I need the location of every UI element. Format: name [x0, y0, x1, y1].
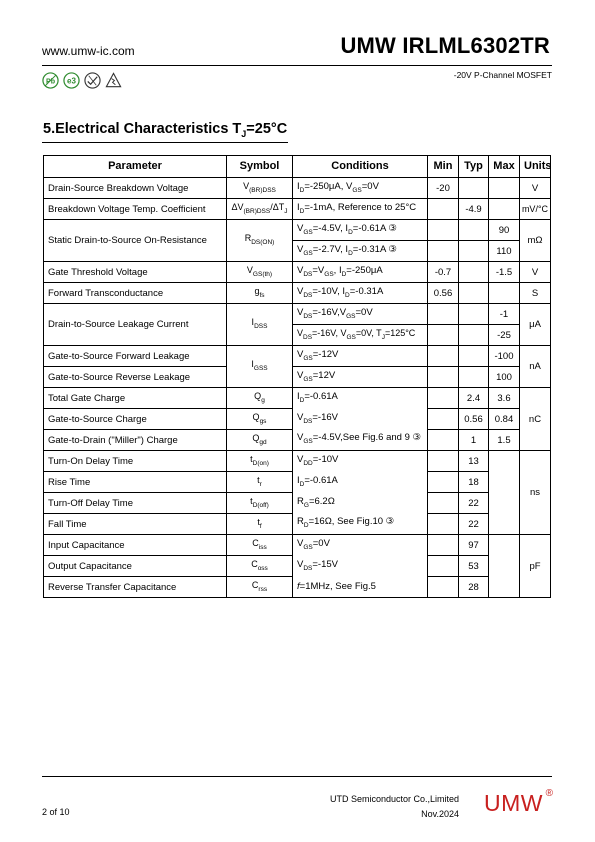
conditions-cell: $V_{DD}=-10V$: [293, 451, 428, 472]
conditions-cell: $R_G=6.2\Omega$: [293, 493, 428, 514]
parameter-cell: Fall Time: [44, 514, 227, 535]
parameter-cell: Gate-to-Source Reverse Leakage: [44, 367, 227, 388]
typ-cell: 53: [459, 556, 489, 577]
table-row: [44, 535, 551, 556]
table-row: [44, 199, 551, 220]
website-url[interactable]: www.umw-ic.com: [42, 44, 135, 58]
typ-cell: [459, 178, 489, 199]
typ-cell: [459, 367, 489, 388]
device-subtitle: -20V P-Channel MOSFET: [453, 70, 552, 80]
max-cell: [489, 577, 520, 598]
typ-cell: 18: [459, 472, 489, 493]
min-cell: -0.7: [428, 262, 459, 283]
typ-cell: [459, 304, 489, 325]
symbol-cell: $t_r$: [227, 472, 293, 493]
section-title: 5.Electrical Characteristics $T_J=25^\circ C$: [43, 121, 288, 139]
max-cell: 110: [489, 241, 520, 262]
parameter-cell: Forward Transconductance: [44, 283, 227, 304]
min-cell: -20: [428, 178, 459, 199]
conditions-cell: $V_{GS}=-4.5V,See$ Fig.6 and 9 ③: [293, 430, 428, 451]
typ-cell: 2.4: [459, 388, 489, 409]
symbol-cell: $t_{D(on)}$: [227, 451, 293, 472]
svg-text:e3: e3: [67, 76, 76, 86]
max-cell: 100: [489, 367, 520, 388]
symbol-cell: $I_{GSS}$: [227, 346, 293, 388]
min-cell: [428, 577, 459, 598]
parameter-cell: Gate-to-Source Charge: [44, 409, 227, 430]
symbol-cell: $\Delta V_{(BR)DSS}/\Delta T_J$: [227, 199, 293, 220]
conditions-cell: $V_{GS}=-4.5V$, $I_D=-0.61A$ ③: [293, 220, 428, 241]
symbol-cell: $C_{iss}$: [227, 535, 293, 556]
max-cell: [489, 493, 520, 514]
conditions-cell: $V_{DS}=-16V$: [293, 409, 428, 430]
conditions-cell: $I_D=-0.61A$: [293, 388, 428, 409]
parameter-cell: Output Capacitance: [44, 556, 227, 577]
compliance-icons: [42, 72, 122, 89]
table-row: [44, 283, 551, 304]
min-cell: [428, 556, 459, 577]
parameter-cell: Breakdown Voltage Temp. Coefficient: [44, 199, 227, 220]
max-cell: [489, 178, 520, 199]
conditions-cell: $I_D=-250\mu A$, $V_{GS}=0V$: [293, 178, 428, 199]
table-row: [44, 409, 551, 430]
parameter-cell: Gate Threshold Voltage: [44, 262, 227, 283]
symbol-cell: $t_f$: [227, 514, 293, 535]
conditions-cell: $V_{GS}=0V$: [293, 535, 428, 556]
document-date: Nov.2024: [421, 809, 459, 819]
conditions-cell: f=1MHz, See Fig.5: [293, 577, 428, 598]
header-divider: [42, 65, 552, 66]
parameter-cell: Turn-On Delay Time: [44, 451, 227, 472]
column-header: Conditions: [293, 156, 428, 178]
min-cell: [428, 388, 459, 409]
parameter-cell: Gate-to-Source Forward Leakage: [44, 346, 227, 367]
symbol-cell: $R_{DS(ON)}$: [227, 220, 293, 262]
column-header: Symbol: [227, 156, 293, 178]
svg-text:Pb: Pb: [45, 77, 56, 86]
min-cell: [428, 535, 459, 556]
table-row: [44, 430, 551, 451]
parameter-cell: Rise Time: [44, 472, 227, 493]
conditions-cell: $V_{GS}=12V$: [293, 367, 428, 388]
symbol-cell: $V_{GS(th)}$: [227, 262, 293, 283]
parameter-cell: Reverse Transfer Capacitance: [44, 577, 227, 598]
typ-cell: -4.9: [459, 199, 489, 220]
registered-mark: ®: [545, 788, 553, 799]
conditions-cell: $V_{GS}=-12V$: [293, 346, 428, 367]
max-cell: 3.6: [489, 388, 520, 409]
typ-cell: 13: [459, 451, 489, 472]
typ-cell: [459, 283, 489, 304]
symbol-cell: $C_{oss}$: [227, 556, 293, 577]
parameter-cell: Drain-to-Source Leakage Current: [44, 304, 227, 346]
max-cell: 90: [489, 220, 520, 241]
table-row: [44, 220, 551, 241]
typ-cell: 22: [459, 493, 489, 514]
company-name: UTD Semiconductor Co.,Limited: [329, 794, 459, 804]
table-row: [44, 472, 551, 493]
table-row: [44, 388, 551, 409]
symbol-cell: $Q_{gd}$: [227, 430, 293, 451]
symbol-cell: $g_{fs}$: [227, 283, 293, 304]
min-cell: [428, 199, 459, 220]
max-cell: [489, 535, 520, 556]
unit-cell: V: [520, 178, 551, 199]
min-cell: [428, 346, 459, 367]
min-cell: 0.56: [428, 283, 459, 304]
unit-cell: V: [520, 262, 551, 283]
parameter-cell: Total Gate Charge: [44, 388, 227, 409]
min-cell: [428, 220, 459, 241]
footer-divider: [42, 776, 552, 777]
e3-icon: [63, 72, 80, 89]
page-number: 2 of 10: [42, 807, 70, 817]
pb-free-icon: [42, 72, 59, 89]
unit-cell: nA: [520, 346, 551, 388]
column-header: Typ: [459, 156, 489, 178]
table-row: [44, 262, 551, 283]
typ-cell: [459, 220, 489, 241]
typ-cell: [459, 262, 489, 283]
min-cell: [428, 367, 459, 388]
max-cell: [489, 199, 520, 220]
table-row: [44, 556, 551, 577]
unit-cell: ns: [520, 451, 551, 535]
unit-cell: mΩ: [520, 220, 551, 262]
max-cell: -100: [489, 346, 520, 367]
conditions-cell: $V_{DS}=-16V,V_{GS}=0V$: [293, 304, 428, 325]
typ-cell: 1: [459, 430, 489, 451]
unit-cell: S: [520, 283, 551, 304]
conditions-cell: $V_{DS}=-10V$, $I_D=-0.31A$: [293, 283, 428, 304]
symbol-cell: $V_{(BR)DSS}$: [227, 178, 293, 199]
conditions-cell: $V_{GS}=-2.7V$, $I_D=-0.31A$ ③: [293, 241, 428, 262]
parameter-cell: Static Drain-to-Source On-Resistance: [44, 220, 227, 262]
max-cell: [489, 556, 520, 577]
table-row: [44, 493, 551, 514]
min-cell: [428, 451, 459, 472]
min-cell: [428, 493, 459, 514]
unit-cell: pF: [520, 535, 551, 598]
column-header: Max: [489, 156, 520, 178]
umw-logo: UMW: [484, 790, 543, 816]
typ-cell: [459, 346, 489, 367]
unit-cell: μA: [520, 304, 551, 346]
symbol-cell: $t_{D(off)}$: [227, 493, 293, 514]
parameter-cell: Input Capacitance: [44, 535, 227, 556]
esd-icon: [105, 72, 122, 89]
parameter-cell: Turn-Off Delay Time: [44, 493, 227, 514]
conditions-cell: $R_D=16\Omega$, See Fig.10 ③: [293, 514, 428, 535]
typ-cell: 22: [459, 514, 489, 535]
rohs-icon: [84, 72, 101, 89]
table-row: [44, 304, 551, 325]
max-cell: [489, 451, 520, 472]
min-cell: [428, 409, 459, 430]
typ-cell: [459, 241, 489, 262]
max-cell: -1.5: [489, 262, 520, 283]
max-cell: -25: [489, 325, 520, 346]
typ-cell: [459, 325, 489, 346]
section-underline: [42, 142, 288, 143]
typ-cell: 0.56: [459, 409, 489, 430]
symbol-cell: $I_{DSS}$: [227, 304, 293, 346]
typ-cell: 97: [459, 535, 489, 556]
max-cell: 0.84: [489, 409, 520, 430]
conditions-cell: $V_{DS}=-15V$: [293, 556, 428, 577]
min-cell: [428, 514, 459, 535]
max-cell: [489, 472, 520, 493]
table-header-row: [44, 156, 551, 178]
conditions-cell: $V_{DS}=V_{GS}$, $I_D=-250\mu A$: [293, 262, 428, 283]
parameter-cell: Drain-Source Breakdown Voltage: [44, 178, 227, 199]
max-cell: 1.5: [489, 430, 520, 451]
parameter-cell: Gate-to-Drain ("Miller") Charge: [44, 430, 227, 451]
table-row: [44, 577, 551, 598]
min-cell: [428, 325, 459, 346]
part-title: UMW IRLML6302TR: [340, 33, 550, 58]
table-row: [44, 367, 551, 388]
electrical-characteristics-table: [43, 155, 551, 598]
min-cell: [428, 304, 459, 325]
min-cell: [428, 430, 459, 451]
column-header: Min: [428, 156, 459, 178]
table-row: [44, 346, 551, 367]
table-row: [44, 178, 551, 199]
symbol-cell: $C_{rss}$: [227, 577, 293, 598]
max-cell: [489, 283, 520, 304]
unit-cell: mV/°C: [520, 199, 551, 220]
min-cell: [428, 472, 459, 493]
conditions-cell: $I_D=-0.61A$: [293, 472, 428, 493]
conditions-cell: $I_D=-1mA$, Reference to 25°C: [293, 199, 428, 220]
typ-cell: 28: [459, 577, 489, 598]
max-cell: [489, 514, 520, 535]
column-header: Units: [520, 156, 551, 178]
table-row: [44, 451, 551, 472]
unit-cell: nC: [520, 388, 551, 451]
min-cell: [428, 241, 459, 262]
symbol-cell: $Q_{gs}$: [227, 409, 293, 430]
conditions-cell: $V_{DS}=-16V$, $V_{GS}=0V$, $T_J=125^\circ C$: [293, 325, 428, 346]
symbol-cell: $Q_g$: [227, 388, 293, 409]
column-header: Parameter: [44, 156, 227, 178]
max-cell: -1: [489, 304, 520, 325]
table-row: [44, 514, 551, 535]
